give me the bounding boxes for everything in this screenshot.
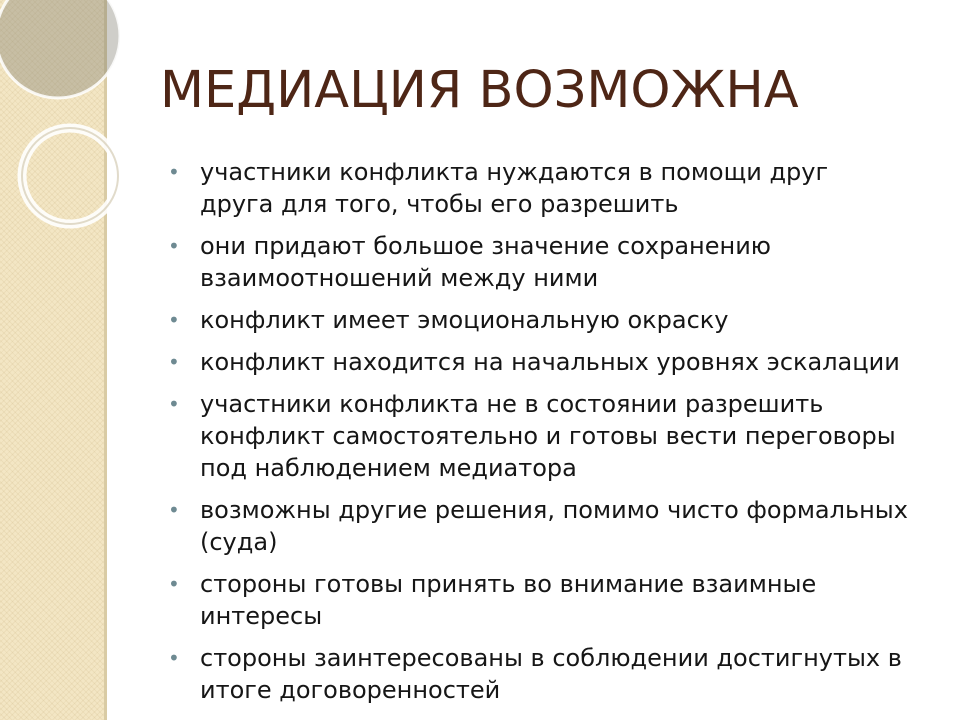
list-item-text: стороны готовы принять во внимание взаимные интересы bbox=[200, 570, 817, 630]
list-item bbox=[168, 494, 908, 558]
list-item bbox=[168, 346, 908, 378]
list-item-text: они придают большое значение сохранению взаимоотношений между ними bbox=[200, 232, 772, 292]
list-item bbox=[168, 230, 908, 294]
list-item-text: возможны другие решения, помимо чисто формальных (суда) bbox=[200, 496, 908, 556]
bullet-icon: • bbox=[168, 308, 180, 332]
list-item-text: стороны заинтересованы в соблюдении достигнутых в итоге договоренностей bbox=[200, 644, 902, 704]
decor-circle-large bbox=[0, 0, 120, 98]
list-item-text: участники конфликта нуждаются в помощи друг друга для того, чтобы его разрешить bbox=[200, 158, 829, 218]
list-item-text: конфликт имеет эмоциональную окраску bbox=[200, 306, 729, 334]
list-item bbox=[168, 568, 908, 632]
bullet-icon: • bbox=[168, 234, 180, 258]
list-item bbox=[168, 388, 908, 484]
list-item bbox=[168, 304, 908, 336]
decor-circle-small-ring bbox=[22, 128, 118, 224]
list-item-text: конфликт находится на начальных уровнях эскалации bbox=[200, 348, 900, 376]
bullet-icon: • bbox=[168, 160, 180, 184]
bullet-icon: • bbox=[168, 392, 180, 416]
bullet-icon: • bbox=[168, 572, 180, 596]
slide-title: МЕДИАЦИЯ ВОЗМОЖНА bbox=[160, 61, 799, 120]
decorative-circles bbox=[0, 0, 140, 260]
list-item bbox=[168, 156, 908, 220]
bullet-icon: • bbox=[168, 646, 180, 670]
list-item bbox=[168, 642, 908, 706]
bullet-list bbox=[168, 156, 908, 716]
list-item-text: участники конфликта не в состоянии разрешить конфликт самостоятельно и готовы вести переговоры под наблюдением медиатора bbox=[200, 390, 896, 482]
bullet-icon: • bbox=[168, 350, 180, 374]
bullet-icon: • bbox=[168, 498, 180, 522]
